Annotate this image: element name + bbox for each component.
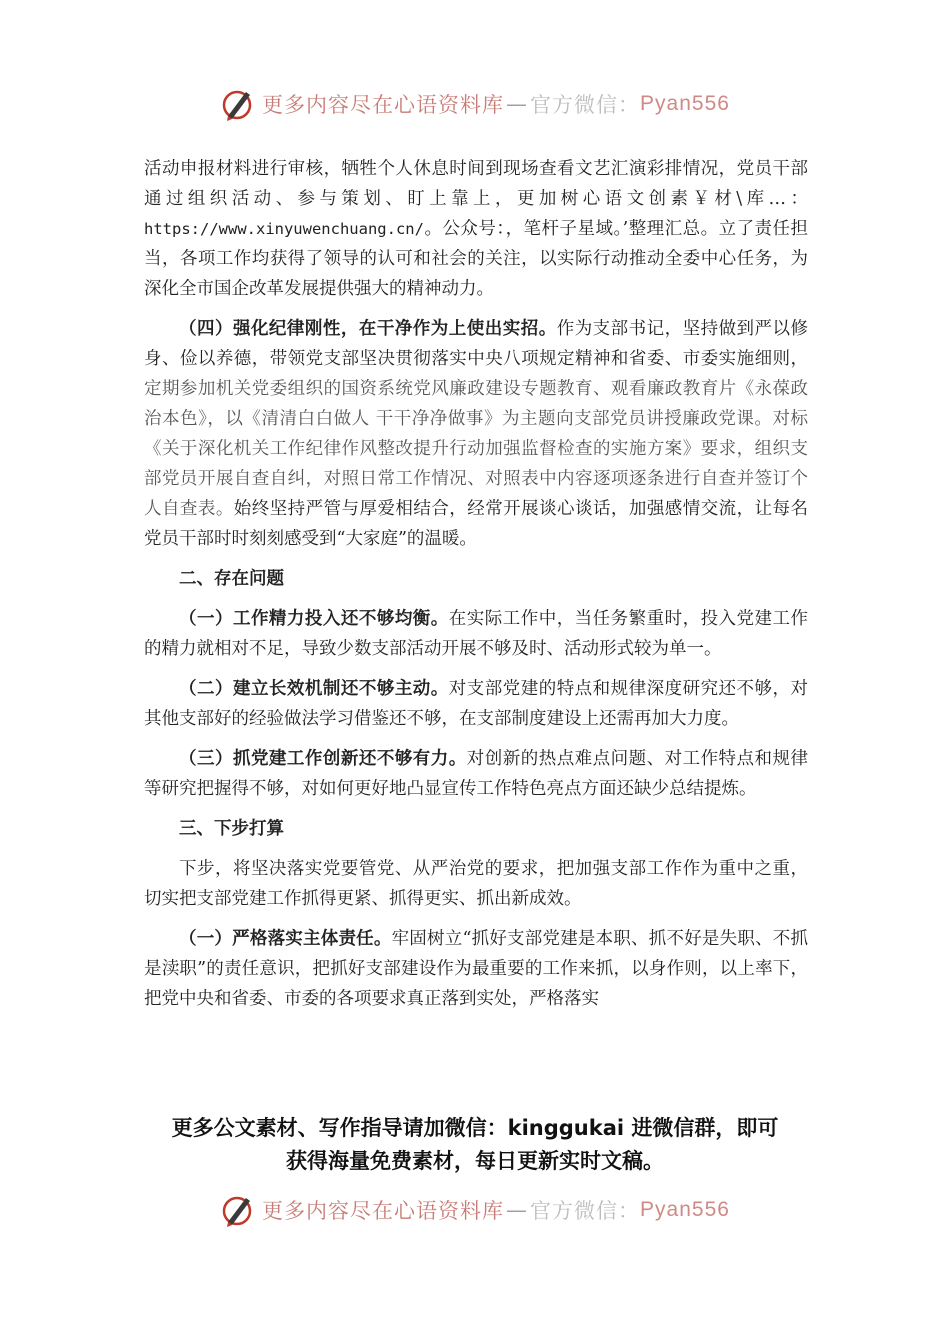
website-url: https://www.xinyuwenchuang.cn/ [144, 220, 424, 238]
paragraph-heading: （四）强化纪律刚性，在干净作为上使出实招。 [179, 319, 557, 339]
watermark-wechat-id: Pyan556 [640, 92, 730, 115]
paragraph-problem-3: （三）抓党建工作创新还不够有力。对创新的热点难点问题、对工作特点和规律等研究把握得不够，对如何更好地凸显宣传工作特色亮点方面还缺少总结提炼。 [144, 749, 808, 799]
promo-banner [60, 1112, 890, 1178]
paragraph-next-step-1: （一）严格落实主体责任。牢固树立“抓好支部党建是本职、抓不好是失职、不抓是渎职”的责任意识，把抓好支部建设作为最重要的工作来抓，以身作则，以上率下，把党中央和省委、市委的各项要求真正落到实处，严格落实 [144, 929, 808, 1009]
watermark-title: 更多内容尽在心语资料库 [262, 1199, 505, 1223]
promo-line-1: 更多公文素材、写作指导请加微信：kinggukai 进微信群，即可 [171, 1116, 779, 1140]
watermark-wechat-label: 官方微信： [530, 93, 641, 117]
watermark-wechat-id: Pyan556 [640, 1198, 730, 1221]
watermark-separator: — [506, 92, 529, 116]
watermark-separator: — [506, 1198, 529, 1222]
section-heading-next-steps: 三、下步打算 [179, 819, 284, 839]
document-body [144, 154, 808, 1014]
paragraph-discipline: （四）强化纪律刚性，在干净作为上使出实招。作为支部书记，坚持做到严以修身、俭以养德，带领党支部坚决贯彻落实中央八项规定精神和省委、市委实施细则，定期参加机关党委组织的国资系统党风廉政建设专题教育、观看廉政教育片《永葆政治本色》，以《清清白白做人 干干净净做事》为主题向支部党员讲授廉政党课。对标《关于深化机关工作纪律作风整改提升行动加强监督检查的实施方案》要求，组织支部党员开展自查自纠，对照日常工作情况、对照表中内容逐项逐条进行自查并签订个人自查表。始终坚持严管与厚爱相结合，经常开展谈心谈话，加强感情交流，让每名党员干部时时刻刻感受到“大家庭”的温暖。 [144, 319, 809, 549]
paragraph-continuation: 活动申报材料进行审核，牺牲个人休息时间到现场查看文艺汇演彩排情况，党员干部通过组织活动、参与策划、盯上靠上，更加树心语文创素￥材\库…：https://www.xinyuwenchuang.cn/。公众号：，笔杆子星域。’整理汇总。立了责任担当，各项工作均获得了领导的认可和社会的关注，以实际行动推动全委中心任务，为深化全市国企改革发展提供强大的精神动力。 [144, 159, 808, 299]
pen-circle-logo-icon [220, 86, 256, 122]
header-watermark [0, 84, 950, 124]
paragraph-problem-1: （一）工作精力投入还不够均衡。在实际工作中，当任务繁重时，投入党建工作的精力就相对不足，导致少数支部活动开展不够及时、活动形式较为单一。 [144, 609, 809, 659]
promo-line-2: 获得海量免费素材，每日更新实时文稿。 [286, 1149, 664, 1173]
paragraph-next-steps-intro: 下步，将坚决落实党要管党、从严治党的要求，把加强支部工作作为重中之重，切实把支部党建工作抓得更紧、抓得更实、抓出新成效。 [144, 859, 808, 909]
footer-watermark [0, 1190, 950, 1230]
watermark-wechat-label: 官方微信： [530, 1199, 641, 1223]
watermark-title: 更多内容尽在心语资料库 [262, 93, 505, 117]
pen-circle-logo-icon [220, 1192, 256, 1228]
section-heading-problems: 二、存在问题 [179, 569, 284, 589]
paragraph-problem-2: （二）建立长效机制还不够主动。对支部党建的特点和规律深度研究还不够，对其他支部好的经验做法学习借鉴还不够，在支部制度建设上还需再加大力度。 [144, 679, 809, 729]
